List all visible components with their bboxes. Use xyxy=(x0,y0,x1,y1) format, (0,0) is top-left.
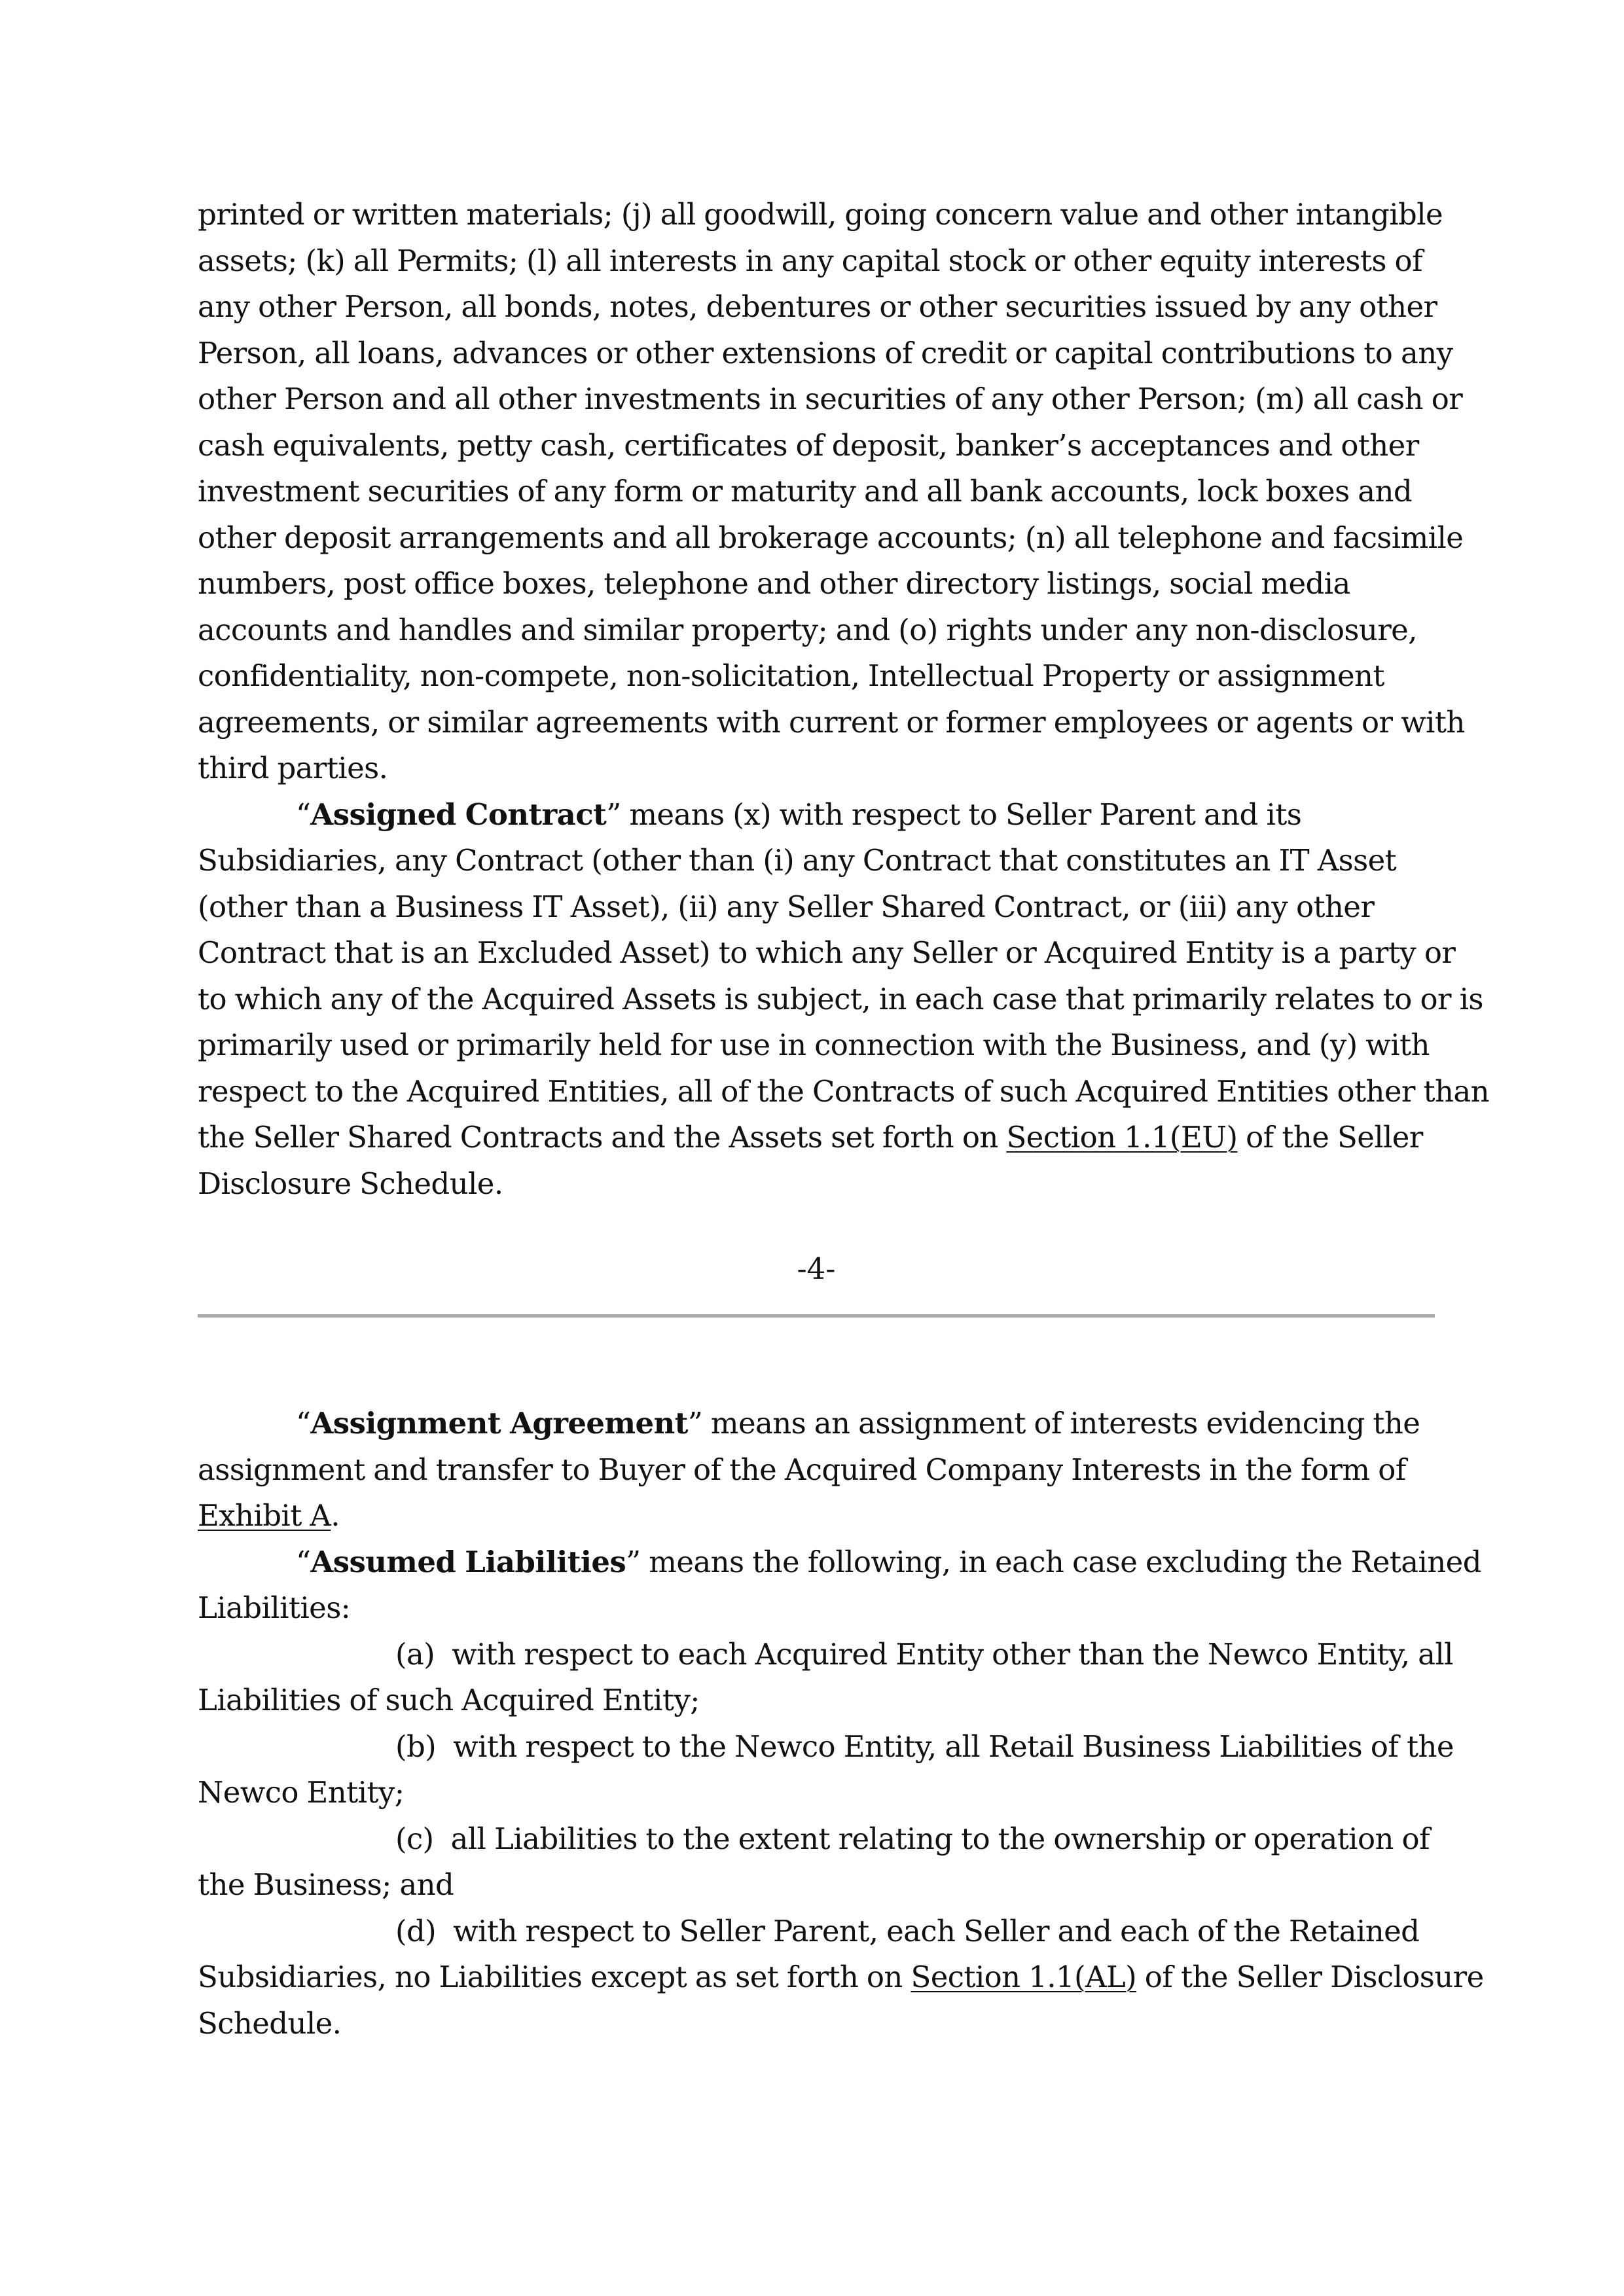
text-line: assets; (k) all Permits; (l) all interests in any capital stock or other equity interests of xyxy=(198,243,1423,278)
text-line: third parties. xyxy=(198,751,388,785)
text-span: Subsidiaries, no Liabilities except as set forth on xyxy=(198,1960,911,1994)
text-line: any other Person, all bonds, notes, debentures or other securities issued by any other xyxy=(198,289,1437,324)
item-text: all Liabilities to the extent relating to the ownership or operation of xyxy=(450,1821,1430,1856)
definition-text: ” means (x) with respect to Seller Parent and its xyxy=(606,797,1302,832)
text-line xyxy=(198,1493,1435,1539)
text-line: assignment and transfer to Buyer of the Acquired Company Interests in the form of xyxy=(198,1452,1406,1487)
text-line: respect to the Acquired Entities, all of the Contracts of such Acquired Entities other than xyxy=(198,1073,1490,1109)
page-5-text xyxy=(198,1401,1484,2047)
page-4-text xyxy=(198,192,1490,1207)
item-label: (a) xyxy=(395,1636,435,1672)
text-line xyxy=(198,1954,1484,2001)
item-text: with respect to the Newco Entity, all Retail Business Liabilities of the xyxy=(453,1729,1454,1764)
text-line: confidentiality, non-compete, non-solicitation, Intellectual Property or assignment xyxy=(198,658,1384,693)
list-item-c xyxy=(198,1816,1435,1863)
text-line: (other than a Business IT Asset), (ii) any Seller Shared Contract, or (iii) any other xyxy=(198,889,1375,924)
open-quote: “ xyxy=(296,1544,311,1579)
definition-text: ” means the following, in each case excluding the Retained xyxy=(626,1544,1481,1579)
text-line: investment securities of any form or maturity and all bank accounts, lock boxes and xyxy=(198,474,1413,509)
page-number: -4- xyxy=(797,1251,836,1286)
text-span: . xyxy=(331,1498,340,1533)
text-line: cash equivalents, petty cash, certificates of deposit, banker’s acceptances and other xyxy=(198,427,1419,463)
text-line: Subsidiaries, any Contract (other than (i) any Contract that constitutes an IT Asset xyxy=(198,843,1397,878)
defined-term: Assumed Liabilities xyxy=(310,1544,626,1579)
list-item-b xyxy=(198,1724,1454,1770)
item-text: with respect to each Acquired Entity other than the Newco Entity, all xyxy=(452,1636,1453,1672)
defined-term: Assigned Contract xyxy=(310,797,607,832)
section-reference-link[interactable]: Section 1.1(AL) xyxy=(911,1960,1137,1994)
text-line: Contract that is an Excluded Asset) to which any Seller or Acquired Entity is a party or xyxy=(198,935,1456,970)
defined-term: Assignment Agreement xyxy=(310,1406,688,1441)
item-label: (c) xyxy=(395,1821,434,1856)
item-text: with respect to Seller Parent, each Seller and each of the Retained xyxy=(453,1913,1420,1948)
section-reference-link[interactable]: Section 1.1(EU) xyxy=(1006,1120,1238,1155)
text-line: accounts and handles and similar property; and (o) rights under any non-disclosure, xyxy=(198,612,1417,647)
list-item-d xyxy=(198,1909,1435,1955)
text-line: other Person and all other investments in securities of any other Person; (m) all cash or xyxy=(198,382,1463,416)
text-line: numbers, post office boxes, telephone and other directory listings, social media xyxy=(198,566,1350,601)
text-line: agreements, or similar agreements with current or former employees or agents or with xyxy=(198,704,1465,740)
definition-text: ” means an assignment of interests evidencing the xyxy=(687,1406,1420,1441)
exhibit-reference-link[interactable]: Exhibit A xyxy=(198,1498,331,1533)
open-quote: “ xyxy=(296,797,311,832)
text-line: the Business; and xyxy=(198,1867,454,1902)
open-quote: “ xyxy=(296,1406,311,1441)
definition-assumed-liabilities xyxy=(198,1539,1481,1586)
list-item-a xyxy=(198,1632,1453,1678)
page-divider xyxy=(198,1314,1435,1318)
text-line: primarily used or primarily held for use in connection with the Business, and (y) with xyxy=(198,1028,1430,1062)
text-line: Liabilities of such Acquired Entity; xyxy=(198,1683,700,1717)
text-line: other deposit arrangements and all brokerage accounts; (n) all telephone and facsimile xyxy=(198,520,1464,555)
text-line: to which any of the Acquired Assets is subject, in each case that primarily relates to or is xyxy=(198,981,1483,1016)
text-line: Disclosure Schedule. xyxy=(198,1166,503,1201)
text-line: Schedule. xyxy=(198,2005,342,2041)
item-label: (d) xyxy=(395,1913,437,1948)
text-span: of the Seller xyxy=(1237,1120,1423,1155)
text-line: Liabilities: xyxy=(198,1590,351,1625)
definition-assigned-contract xyxy=(198,792,1435,838)
text-line xyxy=(198,1115,1435,1161)
text-span: of the Seller Disclosure xyxy=(1136,1960,1484,1994)
definition-assignment-agreement xyxy=(198,1401,1435,1447)
text-line: printed or written materials; (j) all goodwill, going concern value and other intangible xyxy=(198,197,1443,232)
text-line: Person, all loans, advances or other extensions of credit or capital contributions to any xyxy=(198,335,1453,370)
item-label: (b) xyxy=(395,1729,437,1764)
text-span: the Seller Shared Contracts and the Assets set forth on xyxy=(198,1120,1007,1155)
text-line: Newco Entity; xyxy=(198,1775,405,1810)
